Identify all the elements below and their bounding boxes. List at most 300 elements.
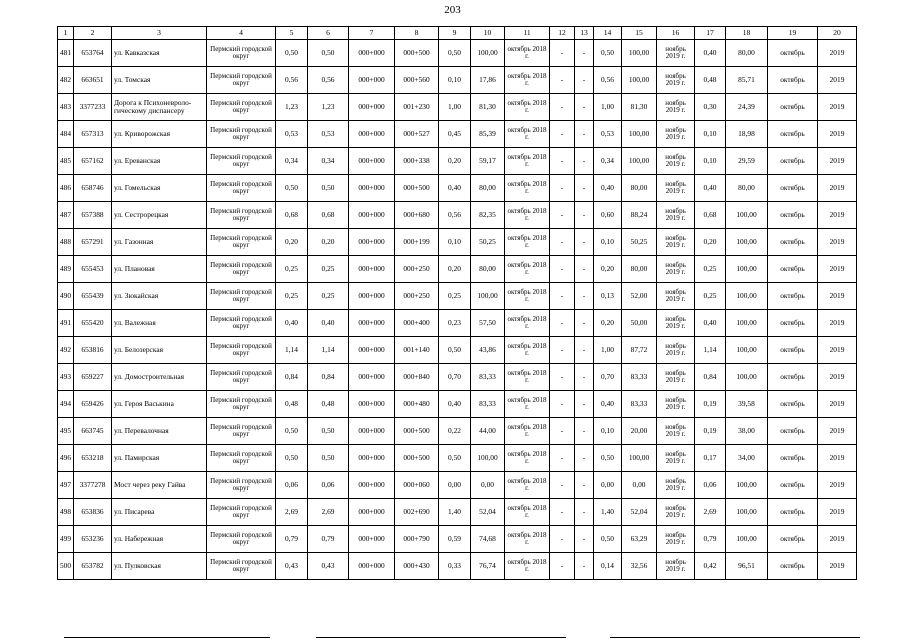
table-cell: 50,25: [471, 229, 505, 256]
table-cell: 0,25: [276, 283, 308, 310]
table-cell: Пермский городской округ: [207, 553, 276, 580]
table-row: [58, 67, 857, 94]
table-cell: 24,39: [726, 94, 768, 121]
table-cell: 663745: [74, 418, 112, 445]
table-cell: октябрь 2018 г.: [505, 445, 550, 472]
table-cell: 0,34: [308, 148, 349, 175]
table-cell: 485: [58, 148, 74, 175]
table-cell: -: [575, 148, 594, 175]
table-cell: октябрь 2018 г.: [505, 472, 550, 499]
table-cell: -: [575, 67, 594, 94]
table-cell: 482: [58, 67, 74, 94]
table-cell: ноябрь 2019 г.: [657, 499, 695, 526]
table-cell: октябрь: [768, 283, 818, 310]
table-cell: ул. Сестрорецкая: [112, 202, 207, 229]
table-cell: 0,50: [308, 418, 349, 445]
table-cell: 000+480: [395, 391, 439, 418]
table-cell: 659227: [74, 364, 112, 391]
table-cell: -: [550, 310, 575, 337]
table-cell: 000+000: [349, 67, 395, 94]
table-cell: 000+527: [395, 121, 439, 148]
table-cell: 653816: [74, 337, 112, 364]
table-cell: 0,06: [276, 472, 308, 499]
column-header: 15: [622, 27, 657, 40]
table-cell: -: [575, 310, 594, 337]
table-cell: 495: [58, 418, 74, 445]
table-row: [58, 499, 857, 526]
table-row: [58, 445, 857, 472]
column-header: 10: [471, 27, 505, 40]
table-cell: 57,50: [471, 310, 505, 337]
table-cell: 80,00: [622, 256, 657, 283]
table-cell: 000+000: [349, 391, 395, 418]
table-cell: ул. Пулковская: [112, 553, 207, 580]
table-cell: 0,20: [695, 229, 726, 256]
table-cell: -: [575, 526, 594, 553]
table-cell: 000+000: [349, 175, 395, 202]
table-cell: ул. Гомельская: [112, 175, 207, 202]
table-cell: 2019: [818, 175, 857, 202]
table-cell: 80,00: [622, 175, 657, 202]
table-cell: 0,40: [695, 310, 726, 337]
table-cell: октябрь 2018 г.: [505, 283, 550, 310]
table-cell: -: [575, 202, 594, 229]
table-cell: -: [550, 229, 575, 256]
table-cell: 0,56: [276, 67, 308, 94]
table-cell: 0,79: [308, 526, 349, 553]
table-cell: -: [550, 391, 575, 418]
table-cell: -: [550, 553, 575, 580]
table-cell: 000+338: [395, 148, 439, 175]
table-cell: 0,50: [308, 445, 349, 472]
table-cell: ноябрь 2019 г.: [657, 445, 695, 472]
table-cell: 653218: [74, 445, 112, 472]
column-header: 2: [74, 27, 112, 40]
table-cell: 000+000: [349, 364, 395, 391]
column-header: 5: [276, 27, 308, 40]
table-cell: ноябрь 2019 г.: [657, 526, 695, 553]
table-cell: -: [550, 67, 575, 94]
table-cell: 484: [58, 121, 74, 148]
table-cell: 0,25: [439, 283, 471, 310]
table-cell: -: [550, 499, 575, 526]
table-cell: 0,25: [308, 256, 349, 283]
table-cell: 000+000: [349, 526, 395, 553]
table-cell: 0,56: [308, 67, 349, 94]
table-cell: 000+000: [349, 418, 395, 445]
table-cell: 0,68: [695, 202, 726, 229]
table-cell: Пермский городской округ: [207, 526, 276, 553]
table-cell: -: [575, 391, 594, 418]
table-cell: октябрь 2018 г.: [505, 391, 550, 418]
table-cell: -: [550, 526, 575, 553]
table-cell: 1,23: [276, 94, 308, 121]
table-cell: 83,33: [471, 364, 505, 391]
table-cell: ул. Плановая: [112, 256, 207, 283]
table-cell: 000+840: [395, 364, 439, 391]
table-cell: 002+690: [395, 499, 439, 526]
table-cell: 2019: [818, 202, 857, 229]
table-cell: 18,98: [726, 121, 768, 148]
table-cell: 52,00: [622, 283, 657, 310]
table-cell: 000+000: [349, 148, 395, 175]
table-cell: ноябрь 2019 г.: [657, 175, 695, 202]
table-cell: 657162: [74, 148, 112, 175]
table-cell: 0,13: [594, 283, 622, 310]
table-cell: 000+000: [349, 202, 395, 229]
table-cell: Пермский городской округ: [207, 283, 276, 310]
table-cell: Пермский городской округ: [207, 445, 276, 472]
table-cell: 0,06: [308, 472, 349, 499]
table-cell: 100,00: [726, 364, 768, 391]
table-cell: 0,59: [439, 526, 471, 553]
table-cell: ноябрь 2019 г.: [657, 472, 695, 499]
table-cell: 0,22: [439, 418, 471, 445]
column-header: 3: [112, 27, 207, 40]
table-cell: Пермский городской округ: [207, 391, 276, 418]
table-cell: 2019: [818, 148, 857, 175]
table-cell: ноябрь 2019 г.: [657, 553, 695, 580]
table-cell: 0,50: [276, 40, 308, 67]
table-cell: 657291: [74, 229, 112, 256]
table-cell: 0,50: [276, 445, 308, 472]
table-cell: 0,50: [439, 337, 471, 364]
table-cell: Пермский городской округ: [207, 472, 276, 499]
column-header: 14: [594, 27, 622, 40]
table-row: [58, 283, 857, 310]
table-cell: октябрь: [768, 175, 818, 202]
table-cell: 0,50: [594, 40, 622, 67]
table-cell: 100,00: [622, 67, 657, 94]
table-cell: -: [550, 94, 575, 121]
table-cell: октябрь: [768, 40, 818, 67]
table-cell: 0,10: [594, 418, 622, 445]
table-cell: октябрь 2018 г.: [505, 202, 550, 229]
table-cell: 000+560: [395, 67, 439, 94]
table-cell: 85,39: [471, 121, 505, 148]
table-cell: 0,00: [471, 472, 505, 499]
table-cell: 0,20: [308, 229, 349, 256]
table-cell: -: [575, 553, 594, 580]
table-cell: октябрь: [768, 229, 818, 256]
table-cell: 0,40: [594, 391, 622, 418]
table-cell: 39,58: [726, 391, 768, 418]
table-cell: Пермский городской округ: [207, 40, 276, 67]
table-cell: 74,68: [471, 526, 505, 553]
table-cell: ноябрь 2019 г.: [657, 94, 695, 121]
table-cell: 0,20: [439, 148, 471, 175]
table-cell: 659426: [74, 391, 112, 418]
table-cell: 000+790: [395, 526, 439, 553]
table-cell: 489: [58, 256, 74, 283]
table-cell: ул. Перевалочная: [112, 418, 207, 445]
table-cell: -: [575, 94, 594, 121]
table-cell: 0,10: [439, 67, 471, 94]
table-cell: 100,00: [471, 445, 505, 472]
table-cell: октябрь 2018 г.: [505, 256, 550, 283]
table-cell: 96,51: [726, 553, 768, 580]
footer-rule-left: [64, 637, 270, 638]
table-cell: 000+000: [349, 121, 395, 148]
table-cell: -: [550, 445, 575, 472]
table-header-row: [58, 27, 857, 40]
table-cell: 655453: [74, 256, 112, 283]
table-row: [58, 148, 857, 175]
table-cell: 100,00: [726, 283, 768, 310]
table-cell: 655420: [74, 310, 112, 337]
table-cell: 100,00: [726, 202, 768, 229]
table-cell: 000+500: [395, 445, 439, 472]
table-body: [58, 40, 857, 580]
table-cell: 2019: [818, 418, 857, 445]
table-cell: ноябрь 2019 г.: [657, 418, 695, 445]
table-cell: 0,25: [695, 283, 726, 310]
table-cell: 2019: [818, 553, 857, 580]
table-cell: 0,56: [439, 202, 471, 229]
table-cell: 2019: [818, 364, 857, 391]
table-cell: -: [575, 472, 594, 499]
table-cell: 80,00: [726, 40, 768, 67]
table-cell: 498: [58, 499, 74, 526]
table-cell: 2,69: [695, 499, 726, 526]
table-cell: Пермский городской округ: [207, 310, 276, 337]
column-header: 1: [58, 27, 74, 40]
table-cell: 100,00: [726, 229, 768, 256]
table-cell: 494: [58, 391, 74, 418]
table-cell: 653836: [74, 499, 112, 526]
table-cell: 80,00: [726, 175, 768, 202]
table-cell: 0,48: [695, 67, 726, 94]
table-cell: 0,40: [439, 391, 471, 418]
footer-rule-mid: [316, 637, 566, 638]
table-cell: 2019: [818, 94, 857, 121]
table-cell: октябрь 2018 г.: [505, 40, 550, 67]
table-cell: октябрь 2018 г.: [505, 418, 550, 445]
table-cell: 1,14: [695, 337, 726, 364]
table-cell: 0,50: [594, 445, 622, 472]
table-cell: октябрь: [768, 499, 818, 526]
table-cell: 0,19: [695, 391, 726, 418]
table-cell: 59,17: [471, 148, 505, 175]
table-cell: 657313: [74, 121, 112, 148]
table-cell: 0,50: [276, 175, 308, 202]
column-header: 9: [439, 27, 471, 40]
table-cell: 657388: [74, 202, 112, 229]
table-cell: 0,19: [695, 418, 726, 445]
table-cell: 0,68: [276, 202, 308, 229]
table-row: [58, 472, 857, 499]
table-row: [58, 310, 857, 337]
table-cell: 0,43: [308, 553, 349, 580]
table-cell: 0,42: [695, 553, 726, 580]
table-cell: 50,00: [622, 310, 657, 337]
table-cell: -: [575, 283, 594, 310]
table-cell: 491: [58, 310, 74, 337]
table-cell: 493: [58, 364, 74, 391]
table-cell: 653236: [74, 526, 112, 553]
table-cell: 52,04: [471, 499, 505, 526]
table-cell: 1,00: [439, 94, 471, 121]
table-cell: ул. Памирская: [112, 445, 207, 472]
table-cell: 0,40: [439, 175, 471, 202]
footer-rule-right: [610, 637, 860, 638]
table-cell: 32,56: [622, 553, 657, 580]
column-header: 16: [657, 27, 695, 40]
table-cell: ноябрь 2019 г.: [657, 121, 695, 148]
table-cell: октябрь 2018 г.: [505, 526, 550, 553]
table-cell: 653782: [74, 553, 112, 580]
table-cell: 000+250: [395, 256, 439, 283]
table-cell: октябрь: [768, 553, 818, 580]
table-cell: 0,84: [695, 364, 726, 391]
table-cell: 488: [58, 229, 74, 256]
table-cell: 0,50: [439, 445, 471, 472]
table-cell: октябрь 2018 г.: [505, 229, 550, 256]
table-cell: 83,33: [622, 391, 657, 418]
table-cell: 0,60: [594, 202, 622, 229]
table-cell: октябрь: [768, 94, 818, 121]
table-cell: ул. Домостроительная: [112, 364, 207, 391]
table-cell: ноябрь 2019 г.: [657, 229, 695, 256]
table-cell: 490: [58, 283, 74, 310]
table-cell: 0,06: [695, 472, 726, 499]
table-cell: -: [575, 337, 594, 364]
table-cell: 0,50: [308, 175, 349, 202]
table-cell: октябрь 2018 г.: [505, 553, 550, 580]
table-cell: 497: [58, 472, 74, 499]
table-cell: 001+140: [395, 337, 439, 364]
table-cell: 100,00: [622, 148, 657, 175]
table-cell: 2019: [818, 472, 857, 499]
table-cell: -: [550, 121, 575, 148]
column-header: 6: [308, 27, 349, 40]
table-row: [58, 40, 857, 67]
table-cell: 0,50: [308, 40, 349, 67]
table-cell: 100,00: [726, 472, 768, 499]
table-cell: Пермский городской округ: [207, 337, 276, 364]
table-cell: 100,00: [622, 40, 657, 67]
table-cell: ул. Валежная: [112, 310, 207, 337]
table-cell: 0,00: [439, 472, 471, 499]
table-cell: -: [550, 337, 575, 364]
table-cell: 100,00: [726, 256, 768, 283]
table-cell: 653764: [74, 40, 112, 67]
table-cell: ул. Ереванская: [112, 148, 207, 175]
table-cell: 0,50: [439, 40, 471, 67]
table-cell: 80,00: [471, 175, 505, 202]
table-cell: 0,20: [594, 310, 622, 337]
table-cell: 80,00: [471, 256, 505, 283]
table-cell: -: [575, 445, 594, 472]
table-cell: ул. Героя Васькина: [112, 391, 207, 418]
table-cell: октябрь 2018 г.: [505, 148, 550, 175]
table-cell: -: [550, 148, 575, 175]
table-cell: ул. Кавказская: [112, 40, 207, 67]
page-number: 203: [444, 4, 461, 16]
table-row: [58, 364, 857, 391]
table-cell: Пермский городской округ: [207, 148, 276, 175]
table-cell: -: [550, 418, 575, 445]
table-cell: 100,00: [622, 445, 657, 472]
table-cell: 2019: [818, 310, 857, 337]
table-cell: 0,40: [594, 175, 622, 202]
table-cell: 100,00: [471, 40, 505, 67]
table-cell: 88,24: [622, 202, 657, 229]
table-cell: 100,00: [726, 310, 768, 337]
table-cell: октябрь: [768, 391, 818, 418]
table-cell: ул. Белозерская: [112, 337, 207, 364]
table-cell: 83,33: [471, 391, 505, 418]
table-cell: 0,30: [695, 94, 726, 121]
table-cell: 43,86: [471, 337, 505, 364]
table-row: [58, 94, 857, 121]
table-cell: 0,10: [439, 229, 471, 256]
table-row: [58, 337, 857, 364]
table-row: [58, 202, 857, 229]
column-header: 12: [550, 27, 575, 40]
table-cell: 000+680: [395, 202, 439, 229]
table-cell: 0,34: [276, 148, 308, 175]
table-cell: 000+199: [395, 229, 439, 256]
table-cell: 000+000: [349, 553, 395, 580]
column-header: 7: [349, 27, 395, 40]
table-cell: -: [550, 202, 575, 229]
table-cell: -: [575, 40, 594, 67]
table-cell: 0,20: [594, 256, 622, 283]
table-cell: 0,25: [308, 283, 349, 310]
table-cell: 0,25: [695, 256, 726, 283]
table-cell: 000+000: [349, 94, 395, 121]
table-cell: 0,84: [276, 364, 308, 391]
table-cell: 2019: [818, 526, 857, 553]
table-cell: 0,00: [622, 472, 657, 499]
table-cell: 100,00: [726, 499, 768, 526]
table-cell: 0,50: [276, 418, 308, 445]
table-cell: -: [575, 175, 594, 202]
table-cell: 81,30: [471, 94, 505, 121]
table-cell: октябрь: [768, 364, 818, 391]
table-cell: Пермский городской округ: [207, 202, 276, 229]
table-cell: октябрь 2018 г.: [505, 94, 550, 121]
table-row: [58, 391, 857, 418]
table-cell: 655439: [74, 283, 112, 310]
table-cell: ноябрь 2019 г.: [657, 67, 695, 94]
table-cell: 663651: [74, 67, 112, 94]
table-cell: 52,04: [622, 499, 657, 526]
table-row: [58, 526, 857, 553]
table-cell: 0,40: [695, 40, 726, 67]
table-cell: ул. Набережная: [112, 526, 207, 553]
table-cell: 100,00: [471, 283, 505, 310]
column-header: 8: [395, 27, 439, 40]
table-cell: 000+500: [395, 40, 439, 67]
table-cell: 1,14: [276, 337, 308, 364]
table-cell: -: [550, 256, 575, 283]
table-cell: -: [575, 121, 594, 148]
table-cell: Дорога к Психоневроло- гическому диспансеру: [112, 94, 207, 121]
table-cell: -: [550, 472, 575, 499]
table-cell: 2019: [818, 256, 857, 283]
table-cell: 0,40: [276, 310, 308, 337]
table-cell: 0,23: [439, 310, 471, 337]
table-cell: 34,00: [726, 445, 768, 472]
table-cell: 000+000: [349, 337, 395, 364]
table-cell: 29,59: [726, 148, 768, 175]
table-cell: 82,35: [471, 202, 505, 229]
table-cell: 0,53: [276, 121, 308, 148]
table-cell: 0,79: [695, 526, 726, 553]
table-cell: 3377278: [74, 472, 112, 499]
